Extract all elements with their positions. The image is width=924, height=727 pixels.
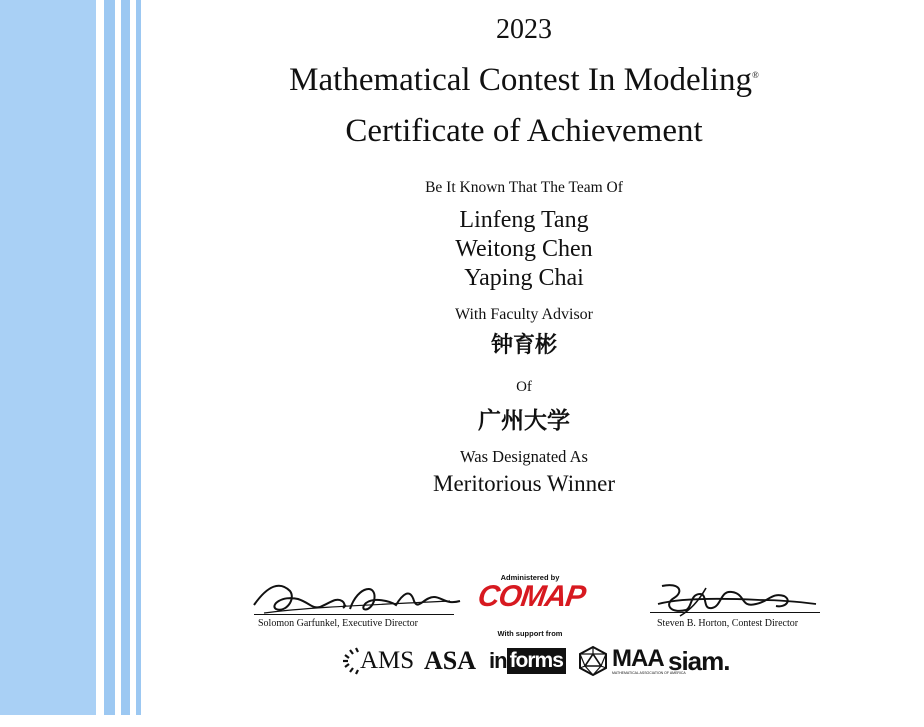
left-signature-line (254, 614, 454, 615)
registered-mark: ® (751, 70, 759, 80)
designation-label: Was Designated As (460, 447, 588, 466)
with-support-from-label: With support from (497, 629, 563, 638)
informs-logo (489, 643, 566, 679)
left-border-stripe-1 (104, 0, 115, 715)
asa-text: ASA (424, 646, 477, 675)
of-label: Of (516, 379, 532, 395)
asa-logo (424, 643, 476, 679)
informs-in-text: in (489, 648, 507, 673)
designation: Meritorious Winner (433, 471, 615, 496)
ams-logo (342, 643, 414, 679)
maa-text: MAA (612, 645, 664, 672)
siam-logo (668, 643, 730, 679)
administered-by-label: Administered by (500, 573, 560, 582)
advisor-label: With Faculty Advisor (454, 306, 593, 323)
certificate-subtitle: Certificate of Achievement (345, 113, 703, 149)
siam-text: siam. (668, 645, 730, 676)
left-border-stripe-wide (0, 0, 96, 715)
ams-text: AMS (360, 647, 415, 674)
team-member-2: Weitong Chen (455, 236, 593, 262)
ams-sunburst-icon (342, 646, 360, 676)
advisor-name: 钟育彬 (490, 333, 557, 358)
contest-title-line (124, 62, 924, 99)
comap-logo: COMAP (475, 580, 588, 613)
team-member-1: Linfeng Tang (459, 207, 589, 233)
team-member-3: Yaping Chai (464, 265, 584, 291)
certificate-year: 2023 (496, 14, 552, 45)
maa-icosahedron-icon (577, 645, 609, 677)
institution-name: 广州大学 (478, 408, 570, 434)
right-signature-caption: Steven B. Horton, Contest Director (657, 618, 799, 629)
right-signature-line (650, 612, 820, 613)
left-signature-caption: Solomon Garfunkel, Executive Director (258, 618, 418, 629)
maa-tagline: MATHEMATICAL ASSOCIATION OF AMERICA (612, 671, 686, 675)
left-signature (250, 575, 465, 623)
informs-box-text: forms (507, 648, 566, 674)
contest-title: Mathematical Contest In Modeling (289, 62, 752, 98)
intro-text: Be It Known That The Team Of (425, 179, 623, 196)
